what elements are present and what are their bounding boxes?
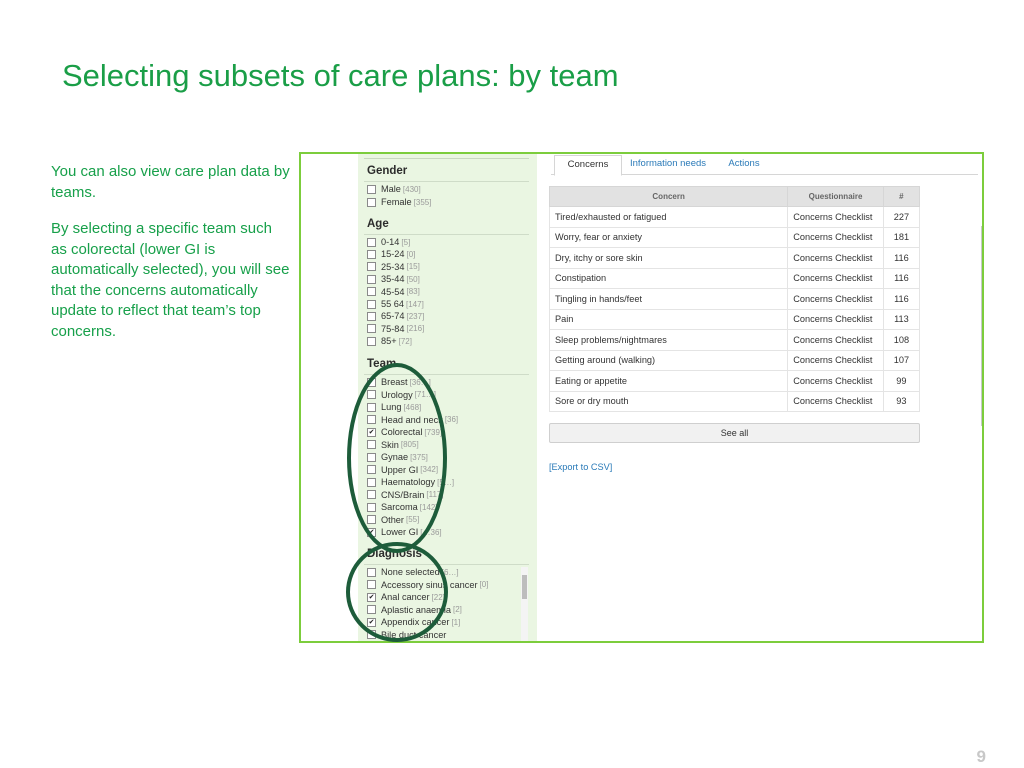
count-cell: 93	[883, 391, 919, 412]
table-header-row	[550, 187, 920, 207]
filter-label: 45-54	[381, 286, 405, 297]
concern-cell: Dry, itchy or sore skin	[550, 248, 788, 269]
filter-checkbox[interactable]	[367, 490, 376, 499]
filter-count: [15]	[406, 262, 420, 272]
filter-checkbox[interactable]: ✔	[368, 593, 375, 601]
tab-information-needs[interactable]: Information needs	[629, 158, 707, 169]
filter-label: 85+	[381, 336, 397, 347]
filter-item-gender[interactable]	[367, 183, 421, 195]
filter-label: Breast	[381, 377, 408, 387]
filter-checkbox[interactable]	[367, 503, 376, 512]
count-cell: 108	[883, 330, 919, 351]
filter-checkbox[interactable]	[367, 312, 376, 321]
page-number: 9	[976, 747, 986, 766]
app-screenshot	[299, 152, 984, 643]
filter-checkbox[interactable]	[367, 198, 376, 207]
filter-label: 0-14	[381, 237, 400, 247]
filter-label: Appendix cancer	[381, 617, 450, 627]
count-cell: 99	[883, 371, 919, 392]
filter-count: [147]	[406, 299, 424, 309]
filter-label: Gynae	[381, 452, 409, 462]
filter-checkbox[interactable]	[367, 390, 376, 399]
filter-label: Anal cancer	[381, 592, 430, 602]
filter-checkbox[interactable]: ✔	[368, 528, 375, 536]
filter-label: Urology	[381, 389, 413, 400]
filter-count: [83]	[406, 287, 420, 297]
filter-label: Lung	[381, 402, 402, 412]
questionnaire-cell: Concerns Checklist	[788, 391, 884, 412]
filter-label: Sarcoma	[381, 502, 418, 512]
filter-count: [142]	[419, 502, 438, 512]
table-row[interactable]	[550, 289, 920, 310]
filter-label: Haematology	[381, 477, 436, 487]
filter-label: 15-24	[381, 249, 405, 260]
filter-count: [117]	[426, 490, 444, 499]
tab-concerns[interactable]: Concerns	[554, 155, 622, 176]
questionnaire-cell: Concerns Checklist	[788, 268, 884, 289]
tab-actions[interactable]: Actions	[728, 158, 760, 169]
count-cell: 181	[883, 227, 919, 248]
filter-item-age[interactable]	[367, 323, 424, 335]
table-row[interactable]	[550, 350, 920, 371]
filter-item-team[interactable]	[367, 464, 438, 476]
filter-label: None selected	[381, 567, 440, 577]
filter-count: [36]	[444, 415, 459, 424]
concern-cell: Constipation	[550, 268, 788, 289]
filter-item-team[interactable]	[367, 514, 419, 526]
filter-label: Colorectal	[381, 427, 423, 437]
filter-count: [6…]	[441, 567, 459, 577]
filter-count: [0]	[406, 249, 416, 259]
filter-checkbox[interactable]	[367, 262, 376, 271]
filter-checkbox[interactable]	[367, 515, 376, 524]
body-paragraph-1: You can also view care plan data by teams.	[51, 163, 290, 201]
filter-item-team[interactable]	[367, 501, 438, 513]
filter-item-age[interactable]	[367, 236, 410, 248]
filter-item-team[interactable]	[367, 389, 436, 401]
filter-count: [1]	[451, 617, 461, 627]
filter-label: Upper GI	[381, 464, 419, 475]
filter-label: Other	[381, 514, 404, 525]
table-row[interactable]	[550, 391, 920, 412]
diagnosis-scroll-thumb[interactable]	[522, 575, 527, 599]
filter-count: [36…]	[409, 377, 431, 387]
count-cell: 107	[883, 350, 919, 371]
filter-checkbox[interactable]: ✔	[368, 618, 375, 626]
filter-item-age[interactable]	[367, 286, 420, 298]
filter-checkbox[interactable]	[367, 337, 376, 346]
filter-count: [375]	[410, 452, 428, 462]
filter-checkbox[interactable]	[367, 185, 376, 194]
concern-cell: Getting around (walking)	[550, 350, 788, 371]
filter-label: Aplastic anaemia	[381, 604, 451, 615]
table-row[interactable]	[550, 268, 920, 289]
filter-item-team[interactable]	[367, 426, 442, 438]
filter-checkbox[interactable]	[367, 580, 376, 589]
table-row[interactable]	[550, 309, 920, 330]
sidebar-top-divider	[364, 158, 529, 159]
filter-label: Lower GI	[381, 527, 419, 537]
questionnaire-cell: Concerns Checklist	[788, 289, 884, 310]
table-row[interactable]	[550, 248, 920, 269]
concern-cell: Sleep problems/nightmares	[550, 330, 788, 351]
diagnosis-divider	[364, 564, 529, 565]
concern-cell: Pain	[550, 309, 788, 330]
filter-count: [0]	[479, 580, 489, 589]
filter-count: [342]	[420, 465, 439, 474]
column-header-concern[interactable]: Concern	[550, 187, 788, 207]
page-scrollbar[interactable]	[981, 226, 984, 426]
questionnaire-cell: Concerns Checklist	[788, 207, 884, 228]
team-heading: Team	[367, 358, 397, 370]
filter-label: Female	[381, 197, 412, 207]
concerns-table	[549, 186, 920, 412]
filter-checkbox[interactable]	[367, 378, 376, 387]
filter-item-team[interactable]	[367, 451, 428, 463]
diagnosis-heading: Diagnosis	[367, 548, 422, 560]
questionnaire-cell: Concerns Checklist	[788, 248, 884, 269]
filter-label: Bile duct cancer	[381, 629, 447, 640]
filter-checkbox[interactable]	[367, 465, 376, 474]
filter-count: [71…]	[414, 390, 437, 399]
filter-count: [430]	[402, 184, 421, 194]
filter-count: [72]	[398, 336, 412, 346]
filter-item-age[interactable]	[367, 310, 424, 322]
filter-checkbox[interactable]	[367, 453, 376, 462]
questionnaire-cell: Concerns Checklist	[788, 309, 884, 330]
questionnaire-cell: Concerns Checklist	[788, 371, 884, 392]
filter-item-team[interactable]	[367, 401, 421, 413]
filter-item-diagnosis[interactable]	[367, 579, 488, 591]
filter-item-team[interactable]	[367, 376, 431, 388]
filter-checkbox[interactable]	[367, 403, 376, 412]
filter-item-diagnosis[interactable]	[367, 591, 445, 603]
filter-count: [739]	[424, 427, 443, 437]
filter-item-team[interactable]	[367, 414, 458, 426]
filter-count: [355]	[413, 197, 432, 207]
filter-sidebar	[358, 154, 537, 641]
table-row[interactable]	[550, 330, 920, 351]
filter-item-gender[interactable]	[367, 196, 431, 208]
filter-checkbox[interactable]	[367, 440, 376, 449]
questionnaire-cell: Concerns Checklist	[788, 330, 884, 351]
slide-title: Selecting subsets of care plans: by team	[62, 58, 619, 93]
filter-item-age[interactable]	[367, 273, 420, 285]
filter-item-team[interactable]	[367, 476, 454, 488]
concern-cell: Tingling in hands/feet	[550, 289, 788, 310]
gender-divider	[364, 181, 529, 182]
count-cell: 116	[883, 289, 919, 310]
filter-count: [55]	[405, 515, 420, 524]
count-cell: 113	[883, 309, 919, 330]
filter-checkbox[interactable]	[367, 287, 376, 296]
concern-cell: Tired/exhausted or fatigued	[550, 207, 788, 228]
filter-label: 25-34	[381, 261, 405, 272]
filter-checkbox[interactable]: ✔	[368, 428, 375, 436]
export-csv-link[interactable]: [Export to CSV]	[549, 462, 613, 472]
filter-checkbox[interactable]	[367, 478, 376, 487]
tab-bar	[551, 154, 978, 175]
filter-count: [5]	[401, 237, 411, 247]
table-row[interactable]	[550, 207, 920, 228]
filter-item-team[interactable]	[367, 526, 442, 538]
filter-label: 65-74	[381, 311, 405, 322]
filter-count: [22]	[431, 592, 445, 602]
filter-label: 55 64	[381, 299, 404, 309]
age-heading: Age	[367, 218, 389, 230]
filter-item-age[interactable]	[367, 261, 420, 273]
filter-label: 75-84	[381, 323, 405, 334]
count-cell: 116	[883, 268, 919, 289]
filter-count: [2]	[452, 605, 462, 614]
team-divider	[364, 374, 529, 375]
count-cell: 227	[883, 207, 919, 228]
filter-count: [50]	[406, 274, 420, 284]
filter-checkbox[interactable]	[367, 250, 376, 259]
filter-count: [468]	[403, 402, 422, 412]
filter-count: […36]	[420, 527, 442, 537]
filter-item-age[interactable]	[367, 298, 424, 310]
filter-item-diagnosis[interactable]	[367, 616, 460, 628]
table-row[interactable]	[550, 227, 920, 248]
filter-checkbox[interactable]	[367, 275, 376, 284]
filter-item-team[interactable]	[367, 439, 419, 451]
filter-label: Accessory sinus cancer	[381, 579, 478, 590]
age-divider	[364, 234, 529, 235]
filter-item-diagnosis[interactable]	[367, 629, 448, 641]
filter-label: CNS/Brain	[381, 489, 425, 500]
filter-checkbox[interactable]	[367, 630, 376, 639]
concern-cell: Eating or appetite	[550, 371, 788, 392]
table-row[interactable]	[550, 371, 920, 392]
filter-label: 35-44	[381, 274, 405, 285]
questionnaire-cell: Concerns Checklist	[788, 227, 884, 248]
filter-label: Male	[381, 184, 401, 194]
column-header-questionnaire[interactable]: Questionnaire	[788, 187, 884, 207]
filter-item-diagnosis[interactable]	[367, 566, 459, 578]
filter-count: [5…]	[437, 477, 455, 487]
filter-label: Head and neck	[381, 414, 443, 425]
concern-cell: Sore or dry mouth	[550, 391, 788, 412]
filter-item-age[interactable]	[367, 248, 415, 260]
filter-item-team[interactable]	[367, 489, 444, 501]
filter-count: [237]	[406, 311, 425, 321]
filter-checkbox[interactable]	[367, 415, 376, 424]
see-all-button[interactable]: See all	[549, 423, 920, 443]
count-cell: 116	[883, 248, 919, 269]
filter-checkbox[interactable]	[367, 300, 376, 309]
gender-heading: Gender	[367, 165, 408, 177]
filter-label: Skin	[381, 439, 399, 450]
filter-checkbox[interactable]	[367, 324, 376, 333]
filter-checkbox[interactable]	[367, 568, 376, 577]
filter-count: [216]	[406, 324, 425, 334]
filter-checkbox[interactable]	[367, 605, 376, 614]
filter-item-diagnosis[interactable]	[367, 604, 462, 616]
filter-checkbox[interactable]	[367, 238, 376, 247]
body-text	[51, 162, 291, 358]
filter-item-age[interactable]	[367, 335, 412, 347]
filter-count: [805]	[400, 440, 419, 449]
questionnaire-cell: Concerns Checklist	[788, 350, 884, 371]
body-paragraph-2: By selecting a specific team such as colorectal (lower GI is automatically selected), you will see that the concerns automatically update to reflect that team’s top concerns.	[51, 220, 290, 340]
concern-cell: Worry, fear or anxiety	[550, 227, 788, 248]
column-header-count[interactable]: #	[883, 187, 919, 207]
